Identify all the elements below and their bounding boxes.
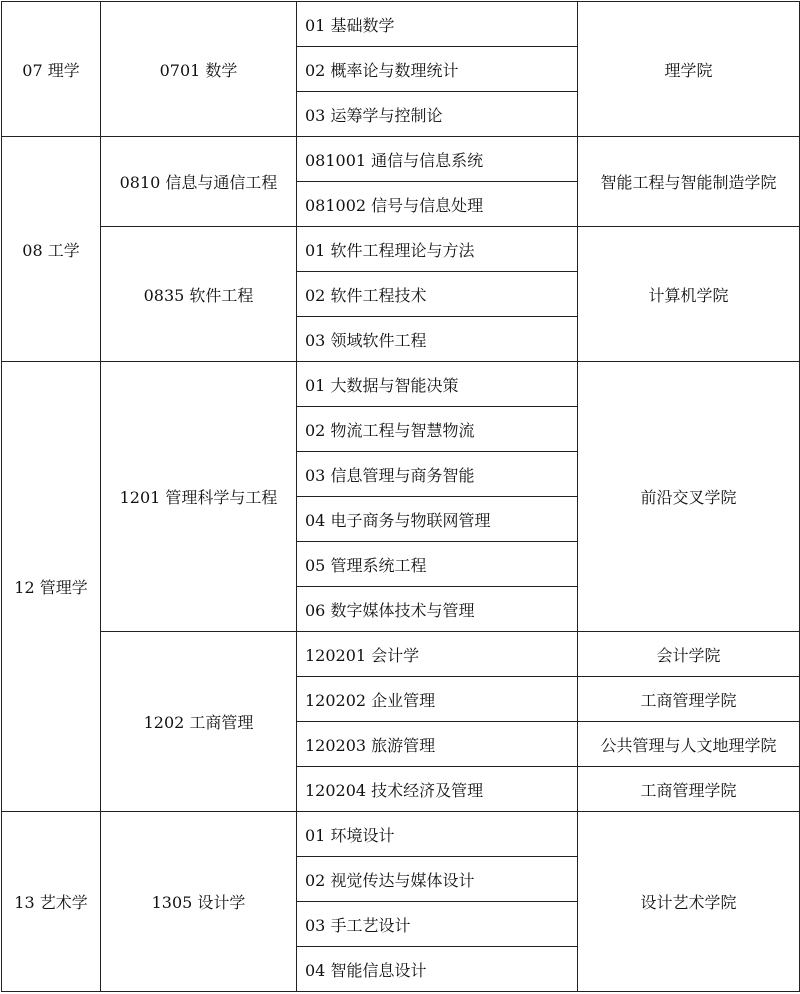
category-cell: 07 理学 (2, 2, 101, 137)
direction-cell: 120202 企业管理 (297, 677, 578, 722)
direction-cell: 02 概率论与数理统计 (297, 47, 578, 92)
discipline-cell: 0810 信息与通信工程 (101, 137, 297, 227)
college-cell: 计算机学院 (578, 227, 800, 362)
table-row (2, 632, 800, 677)
college-cell: 工商管理学院 (578, 767, 800, 812)
direction-cell: 02 物流工程与智慧物流 (297, 407, 578, 452)
college-cell: 工商管理学院 (578, 677, 800, 722)
direction-cell: 01 大数据与智能决策 (297, 362, 578, 407)
table-row (2, 227, 800, 272)
direction-cell: 03 运筹学与控制论 (297, 92, 578, 137)
direction-cell: 02 软件工程技术 (297, 272, 578, 317)
program-table (1, 1, 800, 992)
direction-cell: 01 环境设计 (297, 812, 578, 857)
table-row (2, 812, 800, 857)
table-row (2, 362, 800, 407)
table-row (2, 137, 800, 182)
college-cell: 会计学院 (578, 632, 800, 677)
direction-cell: 03 领域软件工程 (297, 317, 578, 362)
direction-cell: 05 管理系统工程 (297, 542, 578, 587)
direction-cell: 04 智能信息设计 (297, 947, 578, 992)
direction-cell: 01 基础数学 (297, 2, 578, 47)
direction-cell: 081002 信号与信息处理 (297, 182, 578, 227)
direction-cell: 01 软件工程理论与方法 (297, 227, 578, 272)
direction-cell: 03 手工艺设计 (297, 902, 578, 947)
direction-cell: 120201 会计学 (297, 632, 578, 677)
direction-cell: 120204 技术经济及管理 (297, 767, 578, 812)
college-cell: 公共管理与人文地理学院 (578, 722, 800, 767)
table-row (2, 2, 800, 47)
category-cell: 12 管理学 (2, 362, 101, 812)
discipline-cell: 1201 管理科学与工程 (101, 362, 297, 632)
direction-cell: 02 视觉传达与媒体设计 (297, 857, 578, 902)
discipline-cell: 1202 工商管理 (101, 632, 297, 812)
direction-cell: 04 电子商务与物联网管理 (297, 497, 578, 542)
discipline-cell: 1305 设计学 (101, 812, 297, 992)
direction-cell: 03 信息管理与商务智能 (297, 452, 578, 497)
category-cell: 13 艺术学 (2, 812, 101, 992)
direction-cell: 06 数字媒体技术与管理 (297, 587, 578, 632)
category-cell: 08 工学 (2, 137, 101, 362)
college-cell: 设计艺术学院 (578, 812, 800, 992)
direction-cell: 081001 通信与信息系统 (297, 137, 578, 182)
direction-cell: 120203 旅游管理 (297, 722, 578, 767)
college-cell: 前沿交叉学院 (578, 362, 800, 632)
college-cell: 理学院 (578, 2, 800, 137)
discipline-cell: 0701 数学 (101, 2, 297, 137)
college-cell: 智能工程与智能制造学院 (578, 137, 800, 227)
discipline-cell: 0835 软件工程 (101, 227, 297, 362)
